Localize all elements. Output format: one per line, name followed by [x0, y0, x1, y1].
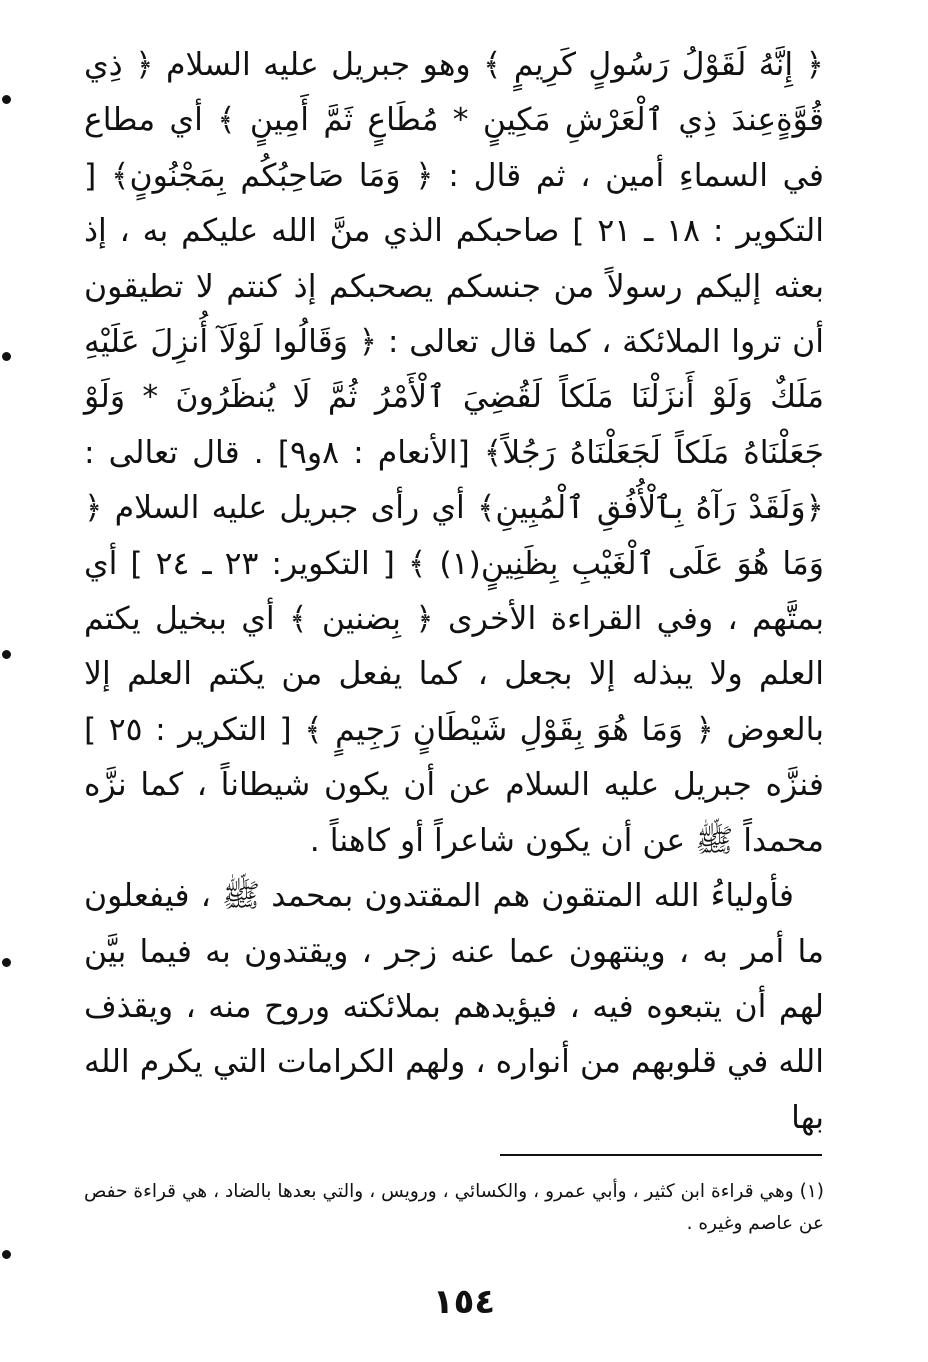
body-paragraph: ﴿ إِنَّهُ لَقَوْلُ رَسُولٍ كَرِيمٍ ﴾ وهو جبريل عليه السلام ﴿ ذِي قُوَّةٍعِندَ ذِي ٱلْعَرْشِ مَكِينٍ * مُطَاعٍ ثَمَّ أَمِينٍ ﴾ أي مطاع في السماءِ أمين ، ثم قال : ﴿ وَمَا صَاحِبُكُم بِمَجْنُونٍ﴾ [ التكوير : ١٨ ـ ٢١ ] صاحبكم الذي منَّ الله عليكم به ، إذ بعثه إليكم رسولاً من جنسكم يصحبكم إذ كنتم لا تطيقون أن تروا الملائكة ، كما قال تعالى : ﴿ وَقَالُوا لَوْلَآ أُنزِلَ عَلَيْهِ مَلَكٌ وَلَوْ أَنزَلْنَا مَلَكاً لَقُضِيَ ٱلْأَمْرُ ثُمَّ لَا يُنظَرُونَ * وَلَوْ جَعَلْنَاهُ مَلَكاً لَجَعَلْنَاهُ رَجُلاً﴾ [الأنعام : ٨و٩] . قال تعالى : ﴿وَلَقَدْ رَآهُ بِٱلْأُفُقِ ٱلْمُبِينِ﴾ أي رأى جبريل عليه السلام ﴿ وَمَا هُوَ عَلَى ٱلْغَيْبِ بِظَنِينٍ(١) ﴾ [ التكوير: ٢٣ ـ ٢٤ ] أي بمتَّهم ، وفي القراءة الأخرى ﴿ بِضنين ﴾ أي ببخيل يكتم العلم ولا يبذله إلا بجعل ، كما يفعل من يكتم العلم إلا بالعوض ﴿ وَمَا هُوَ بِقَوْلِ شَيْطَانٍ رَجِيمٍ ﴾ [ التكرير : ٢٥ ] فنزَّه جبريل عليه السلام عن أن يكون شيطاناً ، كما نزَّه محمداً ﷺ عن أن يكون شاعراً أو كاهناً .	[84, 47, 824, 859]
footnote-divider	[500, 1154, 822, 1156]
scan-mark	[2, 95, 11, 104]
scan-mark	[2, 352, 11, 361]
scan-mark	[2, 1250, 11, 1259]
scan-mark	[2, 650, 11, 659]
page-number: ١٥٤	[432, 1282, 496, 1322]
body-paragraph: فأولياءُ الله المتقون هم المقتدون بمحمد ﷺ ، فيفعلون ما أمر به ، وينتهون عما عنه زجر ، ويقتدون به فيما بيَّن لهم أن يتبعوه فيه ، فيؤيدهم بملائكته وروح منه ، ويقذف الله في قلوبهم من أنواره ، ولهم الكرامات التي يكرم الله بها	[84, 878, 824, 1136]
scan-mark	[2, 958, 11, 967]
footnote: (١) وهي قراءة ابن كثير ، وأبي عمرو ، والكسائي ، ورويس ، والتي بعدها بالضاد ، هي قراءة حفص عن عاصم وغيره .	[84, 1181, 824, 1234]
page-body	[84, 38, 824, 1146]
